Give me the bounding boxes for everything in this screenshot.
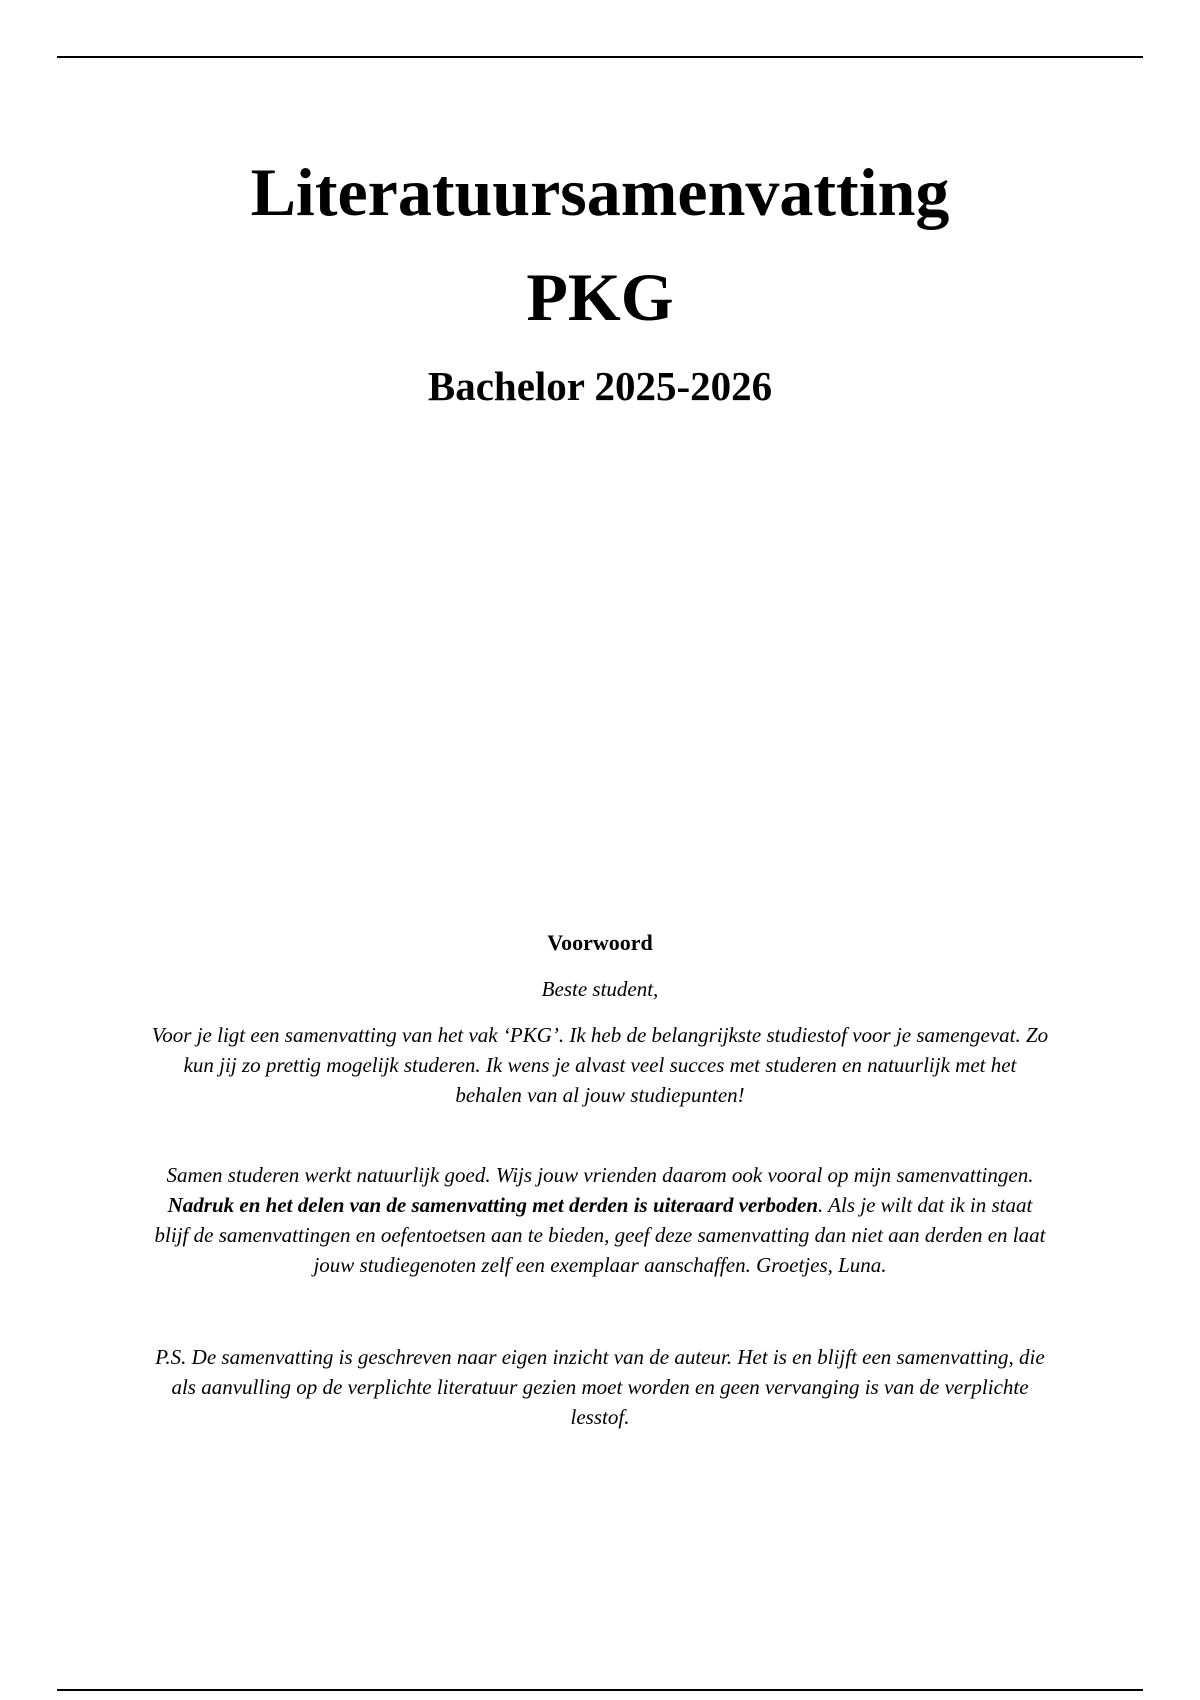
foreword-section: [150, 928, 1050, 1432]
document-title: Literatuursamenvatting: [250, 154, 950, 230]
foreword-postscript: P.S. De samenvatting is geschreven naar eigen inzicht van de auteur. Het is en blijft een samenvatting, die als aanvulling op de verplichte literatuur gezien moet worden en geen vervanging is van de verplichte lesstof.: [155, 1345, 1045, 1429]
sharing-text-end: . Als je wilt dat ik in staat blijf de samenvattingen en oefentoetsen aan te bieden, geef deze samenvatting dan niet aan derden en laat jouw studiegenoten zelf een exemplaar aanschaffen. Groetjes, Luna.: [154, 1193, 1046, 1277]
foreword-paragraph-sharing: [150, 1160, 1050, 1280]
sharing-text-start: Samen studeren werkt natuurlijk goed. Wijs jouw vrienden daarom ook vooral op mijn samenvattingen.: [166, 1163, 1034, 1187]
course-code: PKG: [526, 259, 674, 335]
top-rule: [57, 56, 1143, 58]
bottom-rule: [57, 1689, 1143, 1691]
foreword-paragraph-intro: Voor je ligt een samenvatting van het vak ‘PKG’. Ik heb de belangrijkste studiestof voor je samengevat. Zo kun jij zo prettig mogelijk studeren. Ik wens je alvast veel succes met studeren en natuurlijk met het behalen van al jouw studiepunten!: [151, 1023, 1049, 1107]
sharing-prohibition-notice: Nadruk en het delen van de samenvatting met derden is uiteraard verboden: [167, 1193, 819, 1217]
foreword-heading: Voorwoord: [547, 930, 653, 955]
cover-title-block: [0, 140, 1200, 414]
foreword-greeting: Beste student,: [541, 977, 659, 1001]
document-subtitle: Bachelor 2025-2026: [427, 363, 773, 409]
